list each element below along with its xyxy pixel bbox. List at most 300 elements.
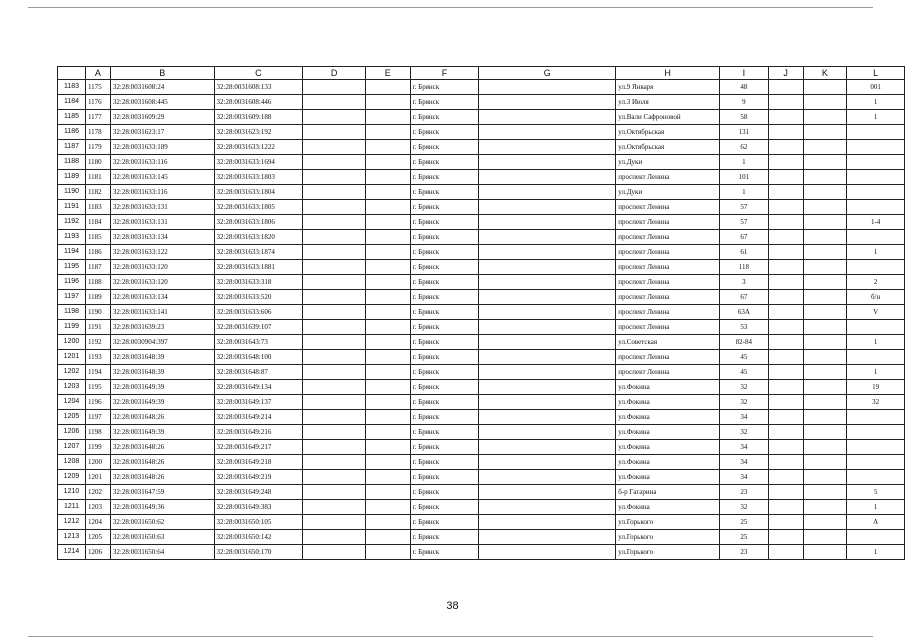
cell-f: г. Брянск bbox=[410, 350, 479, 365]
cell-l bbox=[847, 530, 905, 545]
cell-e bbox=[365, 320, 410, 335]
table-row bbox=[58, 455, 905, 470]
cell-l: 1 bbox=[847, 365, 905, 380]
cell-b: 32:28:0031608:24 bbox=[110, 80, 214, 95]
row-number: 1207 bbox=[58, 440, 86, 455]
cell-c: 32:28:0031609:188 bbox=[214, 110, 303, 125]
row-number: 1199 bbox=[58, 320, 86, 335]
cell-j bbox=[768, 545, 803, 560]
cell-e bbox=[365, 275, 410, 290]
cell-i: 61 bbox=[719, 245, 768, 260]
cell-k bbox=[803, 80, 847, 95]
cell-g bbox=[479, 110, 616, 125]
cell-b: 32:28:0031639:23 bbox=[110, 320, 214, 335]
cell-g bbox=[479, 80, 616, 95]
cell-b: 32:28:0031633:116 bbox=[110, 185, 214, 200]
cell-a: 1185 bbox=[85, 230, 110, 245]
cell-a: 1196 bbox=[85, 395, 110, 410]
cell-i: 58 bbox=[719, 110, 768, 125]
cell-d bbox=[303, 500, 366, 515]
cell-j bbox=[768, 335, 803, 350]
row-number: 1197 bbox=[58, 290, 86, 305]
cell-e bbox=[365, 200, 410, 215]
cell-f: г. Брянск bbox=[410, 185, 479, 200]
cell-c: 32:28:0031633:1820 bbox=[214, 230, 303, 245]
cell-d bbox=[303, 230, 366, 245]
cell-d bbox=[303, 170, 366, 185]
page-number: 38 bbox=[446, 600, 459, 612]
cell-j bbox=[768, 470, 803, 485]
cell-a: 1198 bbox=[85, 425, 110, 440]
row-number: 1204 bbox=[58, 395, 86, 410]
cell-h: ул.Вали Сафроновой bbox=[616, 110, 720, 125]
cell-k bbox=[803, 320, 847, 335]
cell-c: 32:28:0031649:218 bbox=[214, 455, 303, 470]
row-number: 1185 bbox=[58, 110, 86, 125]
cell-e bbox=[365, 80, 410, 95]
cell-l: 1 bbox=[847, 545, 905, 560]
cell-c: 32:28:0031639:107 bbox=[214, 320, 303, 335]
cell-h: ул.Октябрьская bbox=[616, 140, 720, 155]
cell-g bbox=[479, 320, 616, 335]
cell-b: 32:28:0030904:397 bbox=[110, 335, 214, 350]
cell-i: 67 bbox=[719, 290, 768, 305]
row-number: 1184 bbox=[58, 95, 86, 110]
cell-g bbox=[479, 365, 616, 380]
cell-f: г. Брянск bbox=[410, 215, 479, 230]
cell-g bbox=[479, 425, 616, 440]
cell-k bbox=[803, 395, 847, 410]
cell-d bbox=[303, 425, 366, 440]
cell-b: 32:28:0031633:122 bbox=[110, 245, 214, 260]
col-header-f: F bbox=[410, 67, 479, 80]
cell-a: 1204 bbox=[85, 515, 110, 530]
cell-i: 32 bbox=[719, 395, 768, 410]
row-number: 1205 bbox=[58, 410, 86, 425]
cell-c: 32:28:0031650:170 bbox=[214, 545, 303, 560]
cell-a: 1187 bbox=[85, 260, 110, 275]
cell-a: 1177 bbox=[85, 110, 110, 125]
cell-c: 32:28:0031633:606 bbox=[214, 305, 303, 320]
table-row bbox=[58, 350, 905, 365]
cell-g bbox=[479, 140, 616, 155]
cell-d bbox=[303, 380, 366, 395]
cell-j bbox=[768, 410, 803, 425]
cell-h: ул.Фокина bbox=[616, 410, 720, 425]
cell-l bbox=[847, 260, 905, 275]
row-number: 1212 bbox=[58, 515, 86, 530]
cell-d bbox=[303, 185, 366, 200]
cell-h: ул.Фокина bbox=[616, 455, 720, 470]
cell-i: 32 bbox=[719, 500, 768, 515]
cell-c: 32:28:0031633:1805 bbox=[214, 200, 303, 215]
cell-b: 32:28:0031633:145 bbox=[110, 170, 214, 185]
cell-c: 32:28:0031649:134 bbox=[214, 380, 303, 395]
cell-g bbox=[479, 230, 616, 245]
cell-i: 63А bbox=[719, 305, 768, 320]
cell-b: 32:28:0031633:120 bbox=[110, 275, 214, 290]
cell-g bbox=[479, 545, 616, 560]
cell-f: г. Брянск bbox=[410, 470, 479, 485]
table-row bbox=[58, 440, 905, 455]
cell-b: 32:28:0031647:59 bbox=[110, 485, 214, 500]
cell-g bbox=[479, 305, 616, 320]
cell-b: 32:28:0031633:131 bbox=[110, 215, 214, 230]
cell-l bbox=[847, 200, 905, 215]
cell-g bbox=[479, 455, 616, 470]
row-number: 1208 bbox=[58, 455, 86, 470]
cell-h: ул.Советская bbox=[616, 335, 720, 350]
cell-h: ул.3 Июля bbox=[616, 95, 720, 110]
cell-e bbox=[365, 290, 410, 305]
cell-k bbox=[803, 200, 847, 215]
cell-b: 32:28:0031650:62 bbox=[110, 515, 214, 530]
row-number: 1193 bbox=[58, 230, 86, 245]
cell-e bbox=[365, 410, 410, 425]
cell-l: А bbox=[847, 515, 905, 530]
cell-i: 45 bbox=[719, 350, 768, 365]
cell-h: проспект Ленина bbox=[616, 200, 720, 215]
cell-f: г. Брянск bbox=[410, 410, 479, 425]
cell-f: г. Брянск bbox=[410, 290, 479, 305]
cell-l bbox=[847, 455, 905, 470]
table-row bbox=[58, 215, 905, 230]
cell-f: г. Брянск bbox=[410, 545, 479, 560]
cell-e bbox=[365, 350, 410, 365]
cell-a: 1205 bbox=[85, 530, 110, 545]
cell-i: 25 bbox=[719, 515, 768, 530]
cell-i: 67 bbox=[719, 230, 768, 245]
cell-h: проспект Ленина bbox=[616, 260, 720, 275]
cell-i: 9 bbox=[719, 95, 768, 110]
cell-j bbox=[768, 140, 803, 155]
table-row bbox=[58, 95, 905, 110]
cell-j bbox=[768, 455, 803, 470]
cell-g bbox=[479, 335, 616, 350]
cell-k bbox=[803, 470, 847, 485]
cell-a: 1175 bbox=[85, 80, 110, 95]
cell-a: 1184 bbox=[85, 215, 110, 230]
cell-f: г. Брянск bbox=[410, 380, 479, 395]
cell-a: 1178 bbox=[85, 125, 110, 140]
cell-c: 32:28:0031633:1803 bbox=[214, 170, 303, 185]
cell-j bbox=[768, 155, 803, 170]
cell-b: 32:28:0031650:64 bbox=[110, 545, 214, 560]
cell-d bbox=[303, 350, 366, 365]
cell-d bbox=[303, 125, 366, 140]
cell-h: проспект Ленина bbox=[616, 275, 720, 290]
cell-i: 25 bbox=[719, 530, 768, 545]
cell-c: 32:28:0031649:214 bbox=[214, 410, 303, 425]
table-row bbox=[58, 485, 905, 500]
cell-l bbox=[847, 425, 905, 440]
table-row bbox=[58, 380, 905, 395]
cell-a: 1202 bbox=[85, 485, 110, 500]
cell-a: 1200 bbox=[85, 455, 110, 470]
cell-a: 1206 bbox=[85, 545, 110, 560]
cell-e bbox=[365, 335, 410, 350]
cell-l bbox=[847, 320, 905, 335]
row-number: 1191 bbox=[58, 200, 86, 215]
cell-f: г. Брянск bbox=[410, 260, 479, 275]
cell-a: 1186 bbox=[85, 245, 110, 260]
row-number: 1213 bbox=[58, 530, 86, 545]
cell-b: 32:28:0031633:189 bbox=[110, 140, 214, 155]
row-number: 1200 bbox=[58, 335, 86, 350]
cell-j bbox=[768, 365, 803, 380]
cell-g bbox=[479, 515, 616, 530]
cell-d bbox=[303, 245, 366, 260]
cell-j bbox=[768, 80, 803, 95]
cell-g bbox=[479, 275, 616, 290]
cell-a: 1183 bbox=[85, 200, 110, 215]
cell-c: 32:28:0031649:137 bbox=[214, 395, 303, 410]
table-row bbox=[58, 470, 905, 485]
cell-k bbox=[803, 155, 847, 170]
cell-l: 32 bbox=[847, 395, 905, 410]
col-header-h: H bbox=[616, 67, 720, 80]
cell-i: 1 bbox=[719, 185, 768, 200]
cell-e bbox=[365, 170, 410, 185]
cell-d bbox=[303, 485, 366, 500]
scan-bottom-line bbox=[28, 636, 873, 637]
cell-l: 1 bbox=[847, 500, 905, 515]
cell-k bbox=[803, 485, 847, 500]
table-row bbox=[58, 545, 905, 560]
cell-e bbox=[365, 305, 410, 320]
cell-b: 32:28:0031648:26 bbox=[110, 455, 214, 470]
table-row bbox=[58, 500, 905, 515]
table-row bbox=[58, 530, 905, 545]
table-row bbox=[58, 425, 905, 440]
cell-j bbox=[768, 305, 803, 320]
col-header-d: D bbox=[303, 67, 366, 80]
cell-h: проспект Ленина bbox=[616, 305, 720, 320]
cell-h: проспект Ленина bbox=[616, 350, 720, 365]
cell-a: 1193 bbox=[85, 350, 110, 365]
cell-g bbox=[479, 350, 616, 365]
cell-g bbox=[479, 200, 616, 215]
cell-h: проспект Ленина bbox=[616, 245, 720, 260]
cell-f: г. Брянск bbox=[410, 140, 479, 155]
table-body bbox=[58, 67, 905, 560]
cell-d bbox=[303, 530, 366, 545]
cell-l bbox=[847, 140, 905, 155]
cell-e bbox=[365, 380, 410, 395]
cell-k bbox=[803, 380, 847, 395]
cell-d bbox=[303, 335, 366, 350]
cell-c: 32:28:0031608:446 bbox=[214, 95, 303, 110]
col-header-l: L bbox=[847, 67, 905, 80]
cell-g bbox=[479, 170, 616, 185]
column-header-row bbox=[58, 67, 905, 80]
cell-l: 001 bbox=[847, 80, 905, 95]
col-header-a: A bbox=[85, 67, 110, 80]
cell-g bbox=[479, 410, 616, 425]
cell-l bbox=[847, 185, 905, 200]
cell-d bbox=[303, 470, 366, 485]
cell-g bbox=[479, 470, 616, 485]
cell-e bbox=[365, 230, 410, 245]
cell-e bbox=[365, 260, 410, 275]
cell-h: проспект Ленина bbox=[616, 365, 720, 380]
table-row bbox=[58, 230, 905, 245]
cell-l: 1-4 bbox=[847, 215, 905, 230]
cell-d bbox=[303, 455, 366, 470]
cell-k bbox=[803, 410, 847, 425]
cell-a: 1191 bbox=[85, 320, 110, 335]
cell-b: 32:28:0031649:39 bbox=[110, 380, 214, 395]
cell-d bbox=[303, 410, 366, 425]
table-row bbox=[58, 125, 905, 140]
cell-k bbox=[803, 335, 847, 350]
cell-a: 1194 bbox=[85, 365, 110, 380]
cell-k bbox=[803, 275, 847, 290]
table-row bbox=[58, 320, 905, 335]
cell-k bbox=[803, 95, 847, 110]
cell-d bbox=[303, 80, 366, 95]
cell-j bbox=[768, 185, 803, 200]
table-row bbox=[58, 275, 905, 290]
cell-d bbox=[303, 545, 366, 560]
cell-a: 1182 bbox=[85, 185, 110, 200]
cell-j bbox=[768, 245, 803, 260]
cell-g bbox=[479, 125, 616, 140]
cell-h: ул.Фокина bbox=[616, 470, 720, 485]
cell-c: 32:28:0031633:520 bbox=[214, 290, 303, 305]
row-number: 1196 bbox=[58, 275, 86, 290]
cell-h: ул.9 Января bbox=[616, 80, 720, 95]
cell-j bbox=[768, 200, 803, 215]
cell-j bbox=[768, 425, 803, 440]
cell-i: 34 bbox=[719, 470, 768, 485]
row-number: 1194 bbox=[58, 245, 86, 260]
cell-e bbox=[365, 365, 410, 380]
cell-k bbox=[803, 245, 847, 260]
cell-b: 32:28:0031633:134 bbox=[110, 290, 214, 305]
table-row bbox=[58, 140, 905, 155]
cell-a: 1199 bbox=[85, 440, 110, 455]
cell-k bbox=[803, 440, 847, 455]
row-number: 1209 bbox=[58, 470, 86, 485]
cell-a: 1188 bbox=[85, 275, 110, 290]
table-row bbox=[58, 260, 905, 275]
cell-f: г. Брянск bbox=[410, 395, 479, 410]
cell-b: 32:28:0031648:26 bbox=[110, 470, 214, 485]
row-number: 1192 bbox=[58, 215, 86, 230]
cell-j bbox=[768, 215, 803, 230]
row-number: 1210 bbox=[58, 485, 86, 500]
cell-b: 32:28:0031633:134 bbox=[110, 230, 214, 245]
cell-f: г. Брянск bbox=[410, 275, 479, 290]
row-number: 1202 bbox=[58, 365, 86, 380]
cell-j bbox=[768, 320, 803, 335]
table-row bbox=[58, 110, 905, 125]
cell-d bbox=[303, 110, 366, 125]
cell-h: ул.Дуки bbox=[616, 185, 720, 200]
cell-b: 32:28:0031623:17 bbox=[110, 125, 214, 140]
corner-cell bbox=[58, 67, 86, 80]
cell-l: V bbox=[847, 305, 905, 320]
cell-c: 32:28:0031649:219 bbox=[214, 470, 303, 485]
col-header-g: G bbox=[479, 67, 616, 80]
row-number: 1214 bbox=[58, 545, 86, 560]
cell-e bbox=[365, 470, 410, 485]
cell-e bbox=[365, 485, 410, 500]
cell-f: г. Брянск bbox=[410, 365, 479, 380]
cell-i: 131 bbox=[719, 125, 768, 140]
cell-i: 23 bbox=[719, 485, 768, 500]
cell-e bbox=[365, 530, 410, 545]
row-number: 1188 bbox=[58, 155, 86, 170]
cell-k bbox=[803, 215, 847, 230]
cell-c: 32:28:0031643:73 bbox=[214, 335, 303, 350]
cell-c: 32:28:0031633:1694 bbox=[214, 155, 303, 170]
cell-l: 1 bbox=[847, 95, 905, 110]
cell-b: 32:28:0031648:39 bbox=[110, 365, 214, 380]
cell-h: проспект Ленина bbox=[616, 215, 720, 230]
cell-f: г. Брянск bbox=[410, 170, 479, 185]
cell-g bbox=[479, 185, 616, 200]
cell-f: г. Брянск bbox=[410, 125, 479, 140]
cell-l: 1 bbox=[847, 245, 905, 260]
cell-k bbox=[803, 140, 847, 155]
cell-e bbox=[365, 500, 410, 515]
cell-j bbox=[768, 230, 803, 245]
cell-a: 1203 bbox=[85, 500, 110, 515]
col-header-k: K bbox=[803, 67, 847, 80]
cell-k bbox=[803, 545, 847, 560]
cell-b: 32:28:0031648:26 bbox=[110, 440, 214, 455]
cell-a: 1180 bbox=[85, 155, 110, 170]
cell-f: г. Брянск bbox=[410, 455, 479, 470]
cell-l: 2 bbox=[847, 275, 905, 290]
cell-c: 32:28:0031649:217 bbox=[214, 440, 303, 455]
table-row bbox=[58, 515, 905, 530]
cell-d bbox=[303, 320, 366, 335]
cell-e bbox=[365, 455, 410, 470]
cell-b: 32:28:0031633:120 bbox=[110, 260, 214, 275]
cell-c: 32:28:0031633:318 bbox=[214, 275, 303, 290]
cell-g bbox=[479, 245, 616, 260]
cell-c: 32:28:0031649:248 bbox=[214, 485, 303, 500]
cell-i: 118 bbox=[719, 260, 768, 275]
cell-f: г. Брянск bbox=[410, 110, 479, 125]
cell-i: 82-84 bbox=[719, 335, 768, 350]
cell-l: 19 bbox=[847, 380, 905, 395]
cell-h: ул.Горького bbox=[616, 515, 720, 530]
cell-h: ул.Фокина bbox=[616, 380, 720, 395]
cell-d bbox=[303, 260, 366, 275]
cell-i: 3 bbox=[719, 275, 768, 290]
cell-l bbox=[847, 155, 905, 170]
cell-h: ул.Фокина bbox=[616, 425, 720, 440]
cell-c: 32:28:0031650:105 bbox=[214, 515, 303, 530]
table-row bbox=[58, 290, 905, 305]
cell-i: 57 bbox=[719, 215, 768, 230]
cell-e bbox=[365, 440, 410, 455]
cell-h: б-р Гагарина bbox=[616, 485, 720, 500]
cell-j bbox=[768, 125, 803, 140]
table-row bbox=[58, 155, 905, 170]
col-header-c: C bbox=[214, 67, 303, 80]
cell-f: г. Брянск bbox=[410, 305, 479, 320]
cell-l: б/н bbox=[847, 290, 905, 305]
cell-a: 1179 bbox=[85, 140, 110, 155]
cell-j bbox=[768, 275, 803, 290]
cell-b: 32:28:0031609:29 bbox=[110, 110, 214, 125]
cell-k bbox=[803, 290, 847, 305]
